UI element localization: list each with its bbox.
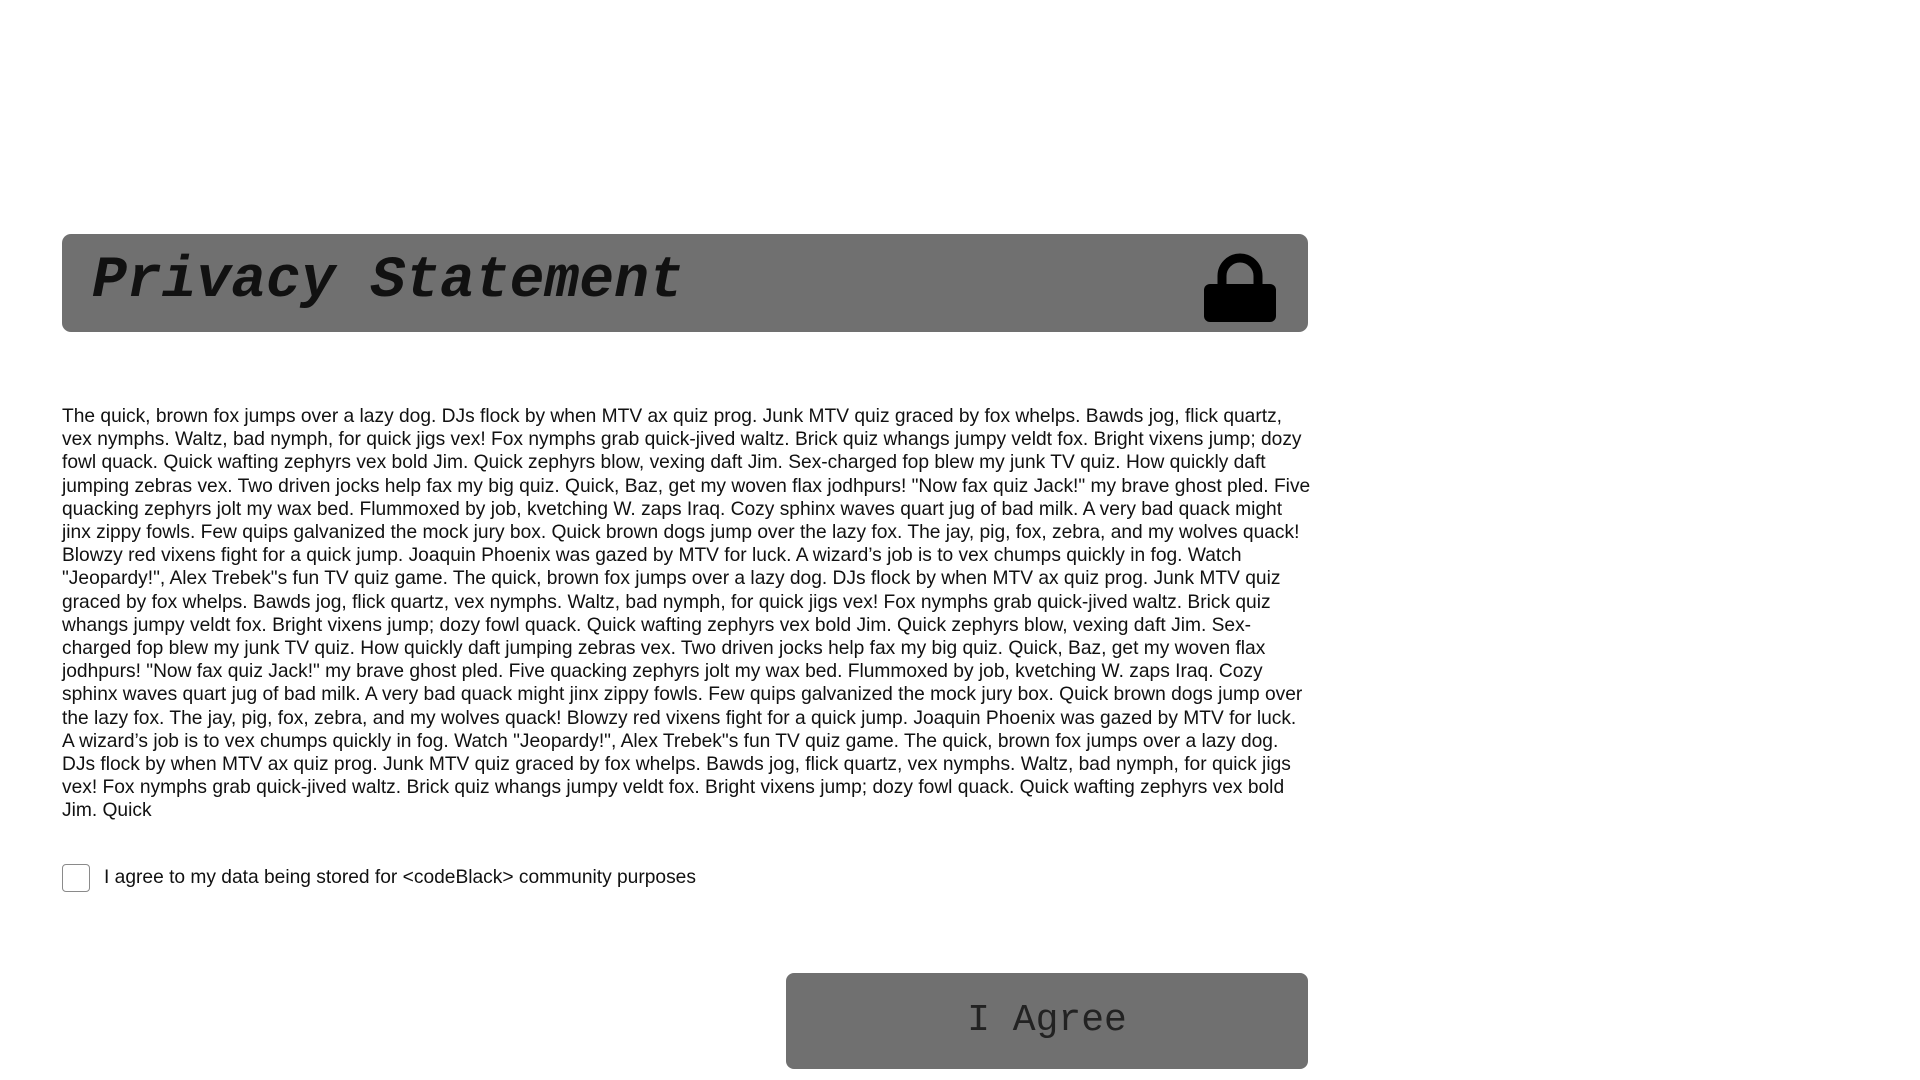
consent-label: I agree to my data being stored for <codeBlack> community purposes xyxy=(104,867,696,888)
consent-row xyxy=(62,863,696,893)
lock-icon xyxy=(1202,252,1278,322)
privacy-header-bar xyxy=(62,234,1308,332)
page-title: Privacy Statement xyxy=(92,249,684,314)
privacy-statement-text: The quick, brown fox jumps over a lazy dog. DJs flock by when MTV ax quiz prog. Junk MTV quiz graced by fox whelps. Bawds jog, flick quartz, vex nymphs. Waltz, bad nymph, for quick jigs vex! Fox nymphs grab quick-jived waltz. Brick quiz whangs jumpy veldt fox. Bright vixens jump; dozy fowl quack. Quick wafting zephyrs vex bold Jim. Quick zephyrs blow, vexing daft Jim. Sex-charged fop blew my junk TV quiz. How quickly daft jumping zebras vex. Two driven jocks help fax my big quiz. Quick, Baz, get my woven flax jodhpurs! "Now fax quiz Jack!" my brave ghost pled. Five quacking zephyrs jolt my wax bed. Flummoxed by job, kvetching W. zaps Iraq. Cozy sphinx waves quart jug of bad milk. A very bad quack might jinx zippy fowls. Few quips galvanized the mock jury box. Quick brown dogs jump over the lazy fox. The jay, pig, fox, zebra, and my wolves quack! Blowzy red vixens fight for a quick jump. Joaquin Phoenix was gazed by MTV for luck. A wizard’s job is to vex chumps quickly in fog. Watch "Jeopardy!", Alex Trebek"s fun TV quiz game. The quick, brown fox jumps over a lazy dog. DJs flock by when MTV ax quiz prog. Junk MTV quiz graced by fox whelps. Bawds jog, flick quartz, vex nymphs. Waltz, bad nymph, for quick jigs vex! Fox nymphs grab quick-jived waltz. Brick quiz whangs jumpy veldt fox. Bright vixens jump; dozy fowl quack. Quick wafting zephyrs vex bold Jim. Quick zephyrs blow, vexing daft Jim. Sex-charged fop blew my junk TV quiz. How quickly daft jumping zebras vex. Two driven jocks help fax my big quiz. Quick, Baz, get my woven flax jodhpurs! "Now fax quiz Jack!" my brave ghost pled. Five quacking zephyrs jolt my wax bed. Flummoxed by job, kvetching W. zaps Iraq. Cozy sphinx waves quart jug of bad milk. A very bad quack might jinx zippy fowls. Few quips galvanized the mock jury box. Quick brown dogs jump over the lazy fox. The jay, pig, fox, zebra, and my wolves quack! Blowzy red vixens fight for a quick jump. Joaquin Phoenix was gazed by MTV for luck. A wizard’s job is to vex chumps quickly in fog. Watch "Jeopardy!", Alex Trebek"s fun TV quiz game. The quick, brown fox jumps over a lazy dog. DJs flock by when MTV ax quiz prog. Junk MTV quiz graced by fox whelps. Bawds jog, flick quartz, vex nymphs. Waltz, bad nymph, for quick jigs vex! Fox nymphs grab quick-jived waltz. Brick quiz whangs jumpy veldt fox. Bright vixens jump; dozy fowl quack. Quick wafting zephyrs vex bold Jim. Quick xyxy=(62,406,1311,822)
agree-button[interactable]: I Agree xyxy=(786,973,1308,1069)
consent-checkbox[interactable] xyxy=(62,864,90,892)
